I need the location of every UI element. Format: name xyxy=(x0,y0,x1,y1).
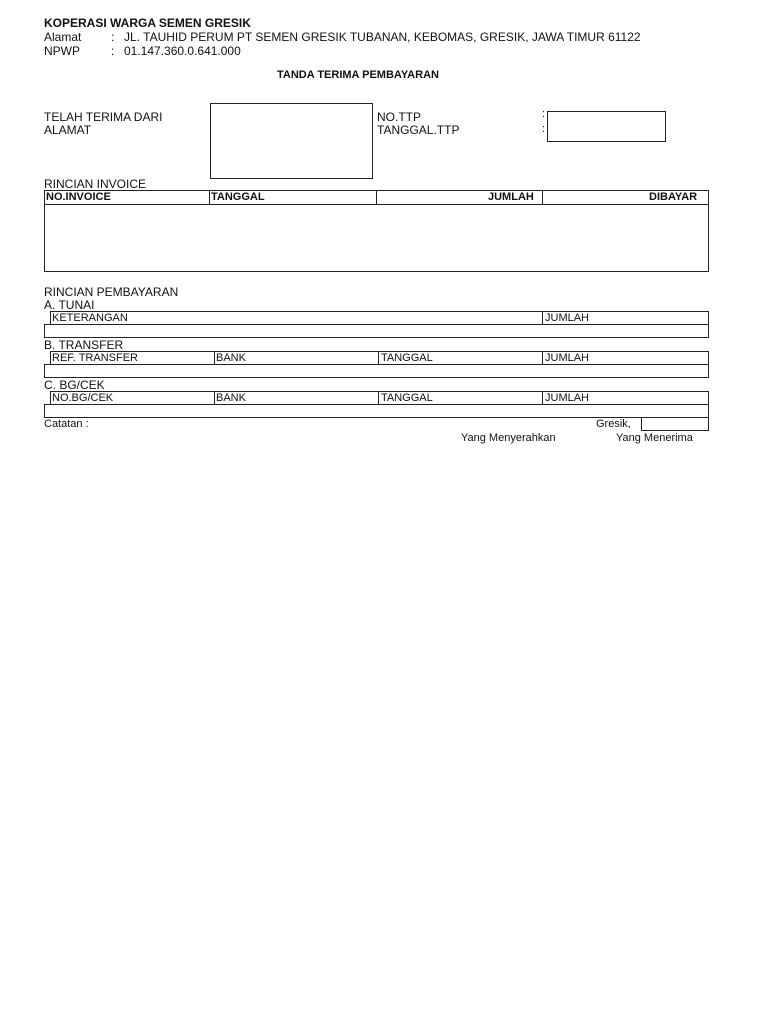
cash-label: A. TUNAI xyxy=(44,298,95,312)
address-label: Alamat xyxy=(44,30,82,44)
invoice-rows-area[interactable] xyxy=(45,205,708,271)
cheque-col-number: NO.BG/CEK xyxy=(52,392,114,404)
transfer-col-ref: REF. TRANSFER xyxy=(52,352,138,364)
invoice-col-paid: DIBAYAR xyxy=(649,191,698,203)
transfer-col-date: TANGGAL xyxy=(381,352,433,364)
transfer-col-divider xyxy=(378,351,379,365)
received-by-label: Yang Menerima xyxy=(616,432,693,444)
invoice-col-divider xyxy=(209,190,210,205)
cheque-col-date: TANGGAL xyxy=(381,392,433,404)
handed-over-by-label: Yang Menyerahkan xyxy=(461,432,556,444)
cash-col-amount: JUMLAH xyxy=(545,312,590,324)
cheque-entry-row[interactable] xyxy=(44,404,709,418)
npwp-value: 01.147.360.0.641.000 xyxy=(124,44,241,58)
cash-header-row xyxy=(50,311,709,325)
place-label: Gresik, xyxy=(596,418,631,430)
cheque-header-row xyxy=(50,391,709,405)
transfer-entry-row[interactable] xyxy=(44,364,709,378)
invoice-col-amount: JUMLAH xyxy=(488,191,534,203)
invoice-col-divider xyxy=(542,190,543,205)
transfer-col-amount: JUMLAH xyxy=(545,352,590,364)
cheque-col-divider xyxy=(378,391,379,405)
cheque-col-bank: BANK xyxy=(216,392,246,404)
transfer-header-row xyxy=(50,351,709,365)
npwp-label: NPWP xyxy=(44,44,80,58)
cash-entry-row[interactable] xyxy=(44,324,709,338)
no-ttp-label: NO.TTP xyxy=(377,110,421,124)
ttp-field[interactable] xyxy=(547,111,666,142)
cash-col-description: KETERANGAN xyxy=(52,312,128,324)
invoice-col-date: TANGGAL xyxy=(211,191,265,203)
document-title: TANDA TERIMA PEMBAYARAN xyxy=(277,69,439,81)
npwp-colon: : xyxy=(111,44,115,58)
cheque-col-amount: JUMLAH xyxy=(545,392,590,404)
no-ttp-colon: : xyxy=(542,108,546,120)
cash-col-divider xyxy=(542,311,543,325)
invoice-section-label: RINCIAN INVOICE xyxy=(44,177,147,191)
cheque-label: C. BG/CEK xyxy=(44,378,105,392)
received-from-field[interactable] xyxy=(210,103,373,179)
transfer-col-divider xyxy=(542,351,543,365)
payment-section-label: RINCIAN PEMBAYARAN xyxy=(44,285,179,299)
address-colon: : xyxy=(111,30,115,44)
company-name: KOPERASI WARGA SEMEN GRESIK xyxy=(44,16,251,30)
transfer-label: B. TRANSFER xyxy=(44,338,124,352)
company-address: JL. TAUHID PERUM PT SEMEN GRESIK TUBANAN, KEBOMAS, GRESIK, JAWA TIMUR 61122 xyxy=(124,30,641,44)
received-from-label: TELAH TERIMA DARI xyxy=(44,110,163,124)
transfer-col-bank: BANK xyxy=(216,352,246,364)
cheque-col-divider xyxy=(214,391,215,405)
date-ttp-label: TANGGAL.TTP xyxy=(377,123,460,137)
invoice-col-no: NO.INVOICE xyxy=(46,191,111,203)
notes-label: Catatan : xyxy=(44,418,89,430)
date-ttp-colon: : xyxy=(542,123,546,135)
cheque-col-divider xyxy=(542,391,543,405)
transfer-col-divider xyxy=(214,351,215,365)
date-field[interactable] xyxy=(641,417,709,431)
invoice-col-divider xyxy=(376,190,377,205)
receipt-address-label: ALAMAT xyxy=(44,123,92,137)
